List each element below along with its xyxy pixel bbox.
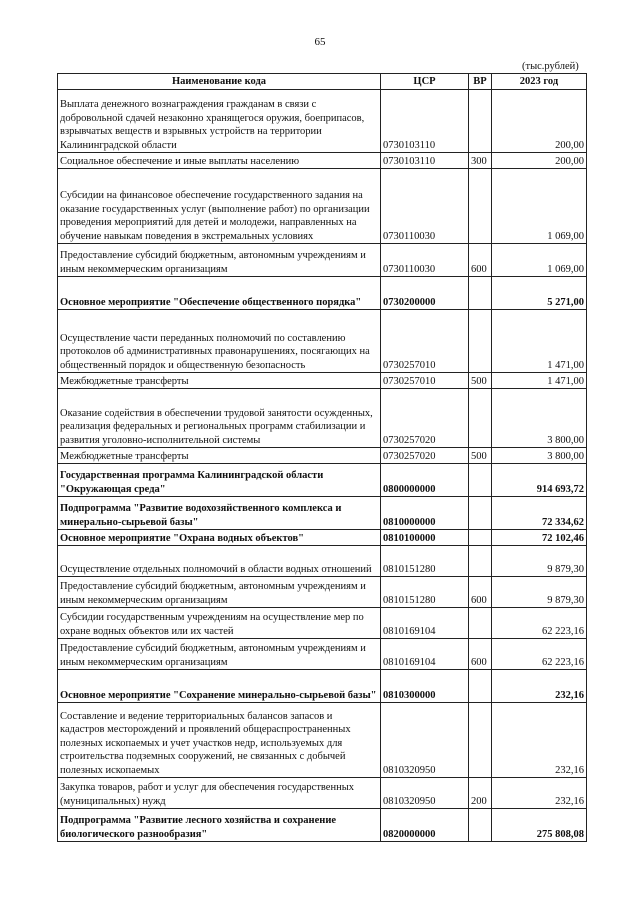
- cell-csr: 0810151280: [381, 577, 469, 608]
- table-row: [58, 703, 587, 778]
- cell-name: Субсидии государственным учреждениям на осуществление мер по охране водных объектов или их частей: [58, 608, 381, 639]
- table-row: [58, 310, 587, 373]
- cell-csr: 0800000000: [381, 464, 469, 497]
- cell-vr: [469, 389, 492, 448]
- cell-sum: 1 069,00: [492, 169, 587, 244]
- cell-csr: 0810300000: [381, 670, 469, 703]
- cell-sum: 62 223,16: [492, 639, 587, 670]
- cell-csr: 0730103110: [381, 90, 469, 153]
- cell-csr: 0810000000: [381, 497, 469, 530]
- cell-name: Основное мероприятие "Охрана водных объектов": [58, 530, 381, 546]
- cell-sum: 232,16: [492, 778, 587, 809]
- table-row: [58, 169, 587, 244]
- table-row: [58, 809, 587, 842]
- table-row: [58, 639, 587, 670]
- cell-csr: 0810169104: [381, 608, 469, 639]
- cell-vr: [469, 310, 492, 373]
- cell-vr: 200: [469, 778, 492, 809]
- table-row: [58, 90, 587, 153]
- cell-sum: 5 271,00: [492, 277, 587, 310]
- cell-name: Предоставление субсидий бюджетным, автономным учреждениям и иным некоммерческим организациям: [58, 577, 381, 608]
- table-row: [58, 778, 587, 809]
- cell-sum: 232,16: [492, 703, 587, 778]
- cell-csr: 0730110030: [381, 244, 469, 277]
- cell-name: Подпрограмма "Развитие водохозяйственного комплекса и минерально-сырьевой базы": [58, 497, 381, 530]
- cell-csr: 0730200000: [381, 277, 469, 310]
- cell-sum: 200,00: [492, 90, 587, 153]
- cell-vr: [469, 497, 492, 530]
- cell-vr: [469, 530, 492, 546]
- table-row: [58, 153, 587, 169]
- cell-vr: [469, 464, 492, 497]
- cell-name: Закупка товаров, работ и услуг для обеспечения государственных (муниципальных) нужд: [58, 778, 381, 809]
- cell-name: Осуществление части переданных полномочий по составлению протоколов об административных правонарушениях, посягающих на общественный порядок и общественную безопасность: [58, 310, 381, 373]
- cell-name: Выплата денежного вознаграждения гражданам в связи с добровольной сдачей незаконно хранящегося оружия, боеприпасов, взрывчатых веществ и взрывных устройств на территории Калининградской области: [58, 90, 381, 153]
- cell-name: Подпрограмма "Развитие лесного хозяйства и сохранение биологического разнообразия": [58, 809, 381, 842]
- cell-vr: [469, 277, 492, 310]
- cell-csr: 0730257010: [381, 310, 469, 373]
- budget-table: [57, 73, 587, 842]
- cell-csr: 0730257020: [381, 448, 469, 464]
- cell-sum: 914 693,72: [492, 464, 587, 497]
- cell-name: Основное мероприятие "Сохранение минерально-сырьевой базы": [58, 670, 381, 703]
- table-row: [58, 244, 587, 277]
- cell-sum: 9 879,30: [492, 577, 587, 608]
- cell-name: Государственная программа Калининградской области "Окружающая среда": [58, 464, 381, 497]
- cell-name: Субсидии на финансовое обеспечение государственного задания на оказание государственных услуг (выполнение работ) по организации проведения мероприятий для детей и молодежи, направленных на обучение навыкам поведения в экстремальных условиях: [58, 169, 381, 244]
- cell-vr: [469, 90, 492, 153]
- cell-vr: [469, 169, 492, 244]
- cell-csr: 0730110030: [381, 169, 469, 244]
- cell-name: Оказание содействия в обеспечении трудовой занятости осужденных, реализация федеральных и региональных программ стабилизации и развития уголовно-исполнительной системы: [58, 389, 381, 448]
- cell-name: Составление и ведение территориальных балансов запасов и кадастров месторождений и проявлений общераспространенных полезных ископаемых и учет участков недр, используемых для строительства подземных сооружений, не связанных с добычей полезных ископаемых: [58, 703, 381, 778]
- cell-vr: 600: [469, 639, 492, 670]
- page-number: 65: [314, 36, 326, 48]
- cell-csr: 0730257010: [381, 373, 469, 389]
- cell-vr: [469, 703, 492, 778]
- cell-name: Межбюджетные трансферты: [58, 373, 381, 389]
- cell-sum: 3 800,00: [492, 389, 587, 448]
- table-row: [58, 464, 587, 497]
- cell-sum: 72 334,62: [492, 497, 587, 530]
- header-csr: ЦСР: [381, 74, 469, 90]
- cell-csr: 0810320950: [381, 703, 469, 778]
- cell-name: Межбюджетные трансферты: [58, 448, 381, 464]
- header-name: Наименование кода: [58, 74, 381, 90]
- cell-name: Социальное обеспечение и иные выплаты населению: [58, 153, 381, 169]
- cell-sum: 72 102,46: [492, 530, 587, 546]
- cell-name: Осуществление отдельных полномочий в области водных отношений: [58, 546, 381, 577]
- cell-sum: 1 069,00: [492, 244, 587, 277]
- table-row: [58, 373, 587, 389]
- cell-vr: 500: [469, 373, 492, 389]
- table-row: [58, 277, 587, 310]
- table-row: [58, 497, 587, 530]
- cell-name: Предоставление субсидий бюджетным, автономным учреждениям и иным некоммерческим организациям: [58, 639, 381, 670]
- table-row: [58, 530, 587, 546]
- cell-sum: 275 808,08: [492, 809, 587, 842]
- cell-csr: 0810169104: [381, 639, 469, 670]
- cell-csr: 0730257020: [381, 389, 469, 448]
- cell-csr: 0820000000: [381, 809, 469, 842]
- cell-vr: 600: [469, 577, 492, 608]
- cell-vr: 600: [469, 244, 492, 277]
- cell-vr: [469, 670, 492, 703]
- cell-sum: 3 800,00: [492, 448, 587, 464]
- cell-name: Основное мероприятие "Обеспечение общественного порядка": [58, 277, 381, 310]
- cell-csr: 0730103110: [381, 153, 469, 169]
- table-row: [58, 670, 587, 703]
- cell-vr: [469, 608, 492, 639]
- header-sum: 2023 год: [492, 74, 587, 90]
- header-vr: ВР: [469, 74, 492, 90]
- cell-sum: 9 879,30: [492, 546, 587, 577]
- cell-sum: 62 223,16: [492, 608, 587, 639]
- cell-sum: 232,16: [492, 670, 587, 703]
- cell-name: Предоставление субсидий бюджетным, автономным учреждениям и иным некоммерческим организациям: [58, 244, 381, 277]
- table-row: [58, 608, 587, 639]
- cell-sum: 1 471,00: [492, 310, 587, 373]
- table-row: [58, 448, 587, 464]
- unit-note: (тыс.рублей): [522, 61, 579, 72]
- table-header-row: [58, 74, 587, 90]
- cell-csr: 0810100000: [381, 530, 469, 546]
- table-row: [58, 546, 587, 577]
- table-row: [58, 577, 587, 608]
- cell-sum: 1 471,00: [492, 373, 587, 389]
- cell-vr: [469, 809, 492, 842]
- cell-vr: 500: [469, 448, 492, 464]
- cell-sum: 200,00: [492, 153, 587, 169]
- cell-csr: 0810320950: [381, 778, 469, 809]
- cell-vr: [469, 546, 492, 577]
- cell-vr: 300: [469, 153, 492, 169]
- table-row: [58, 389, 587, 448]
- cell-csr: 0810151280: [381, 546, 469, 577]
